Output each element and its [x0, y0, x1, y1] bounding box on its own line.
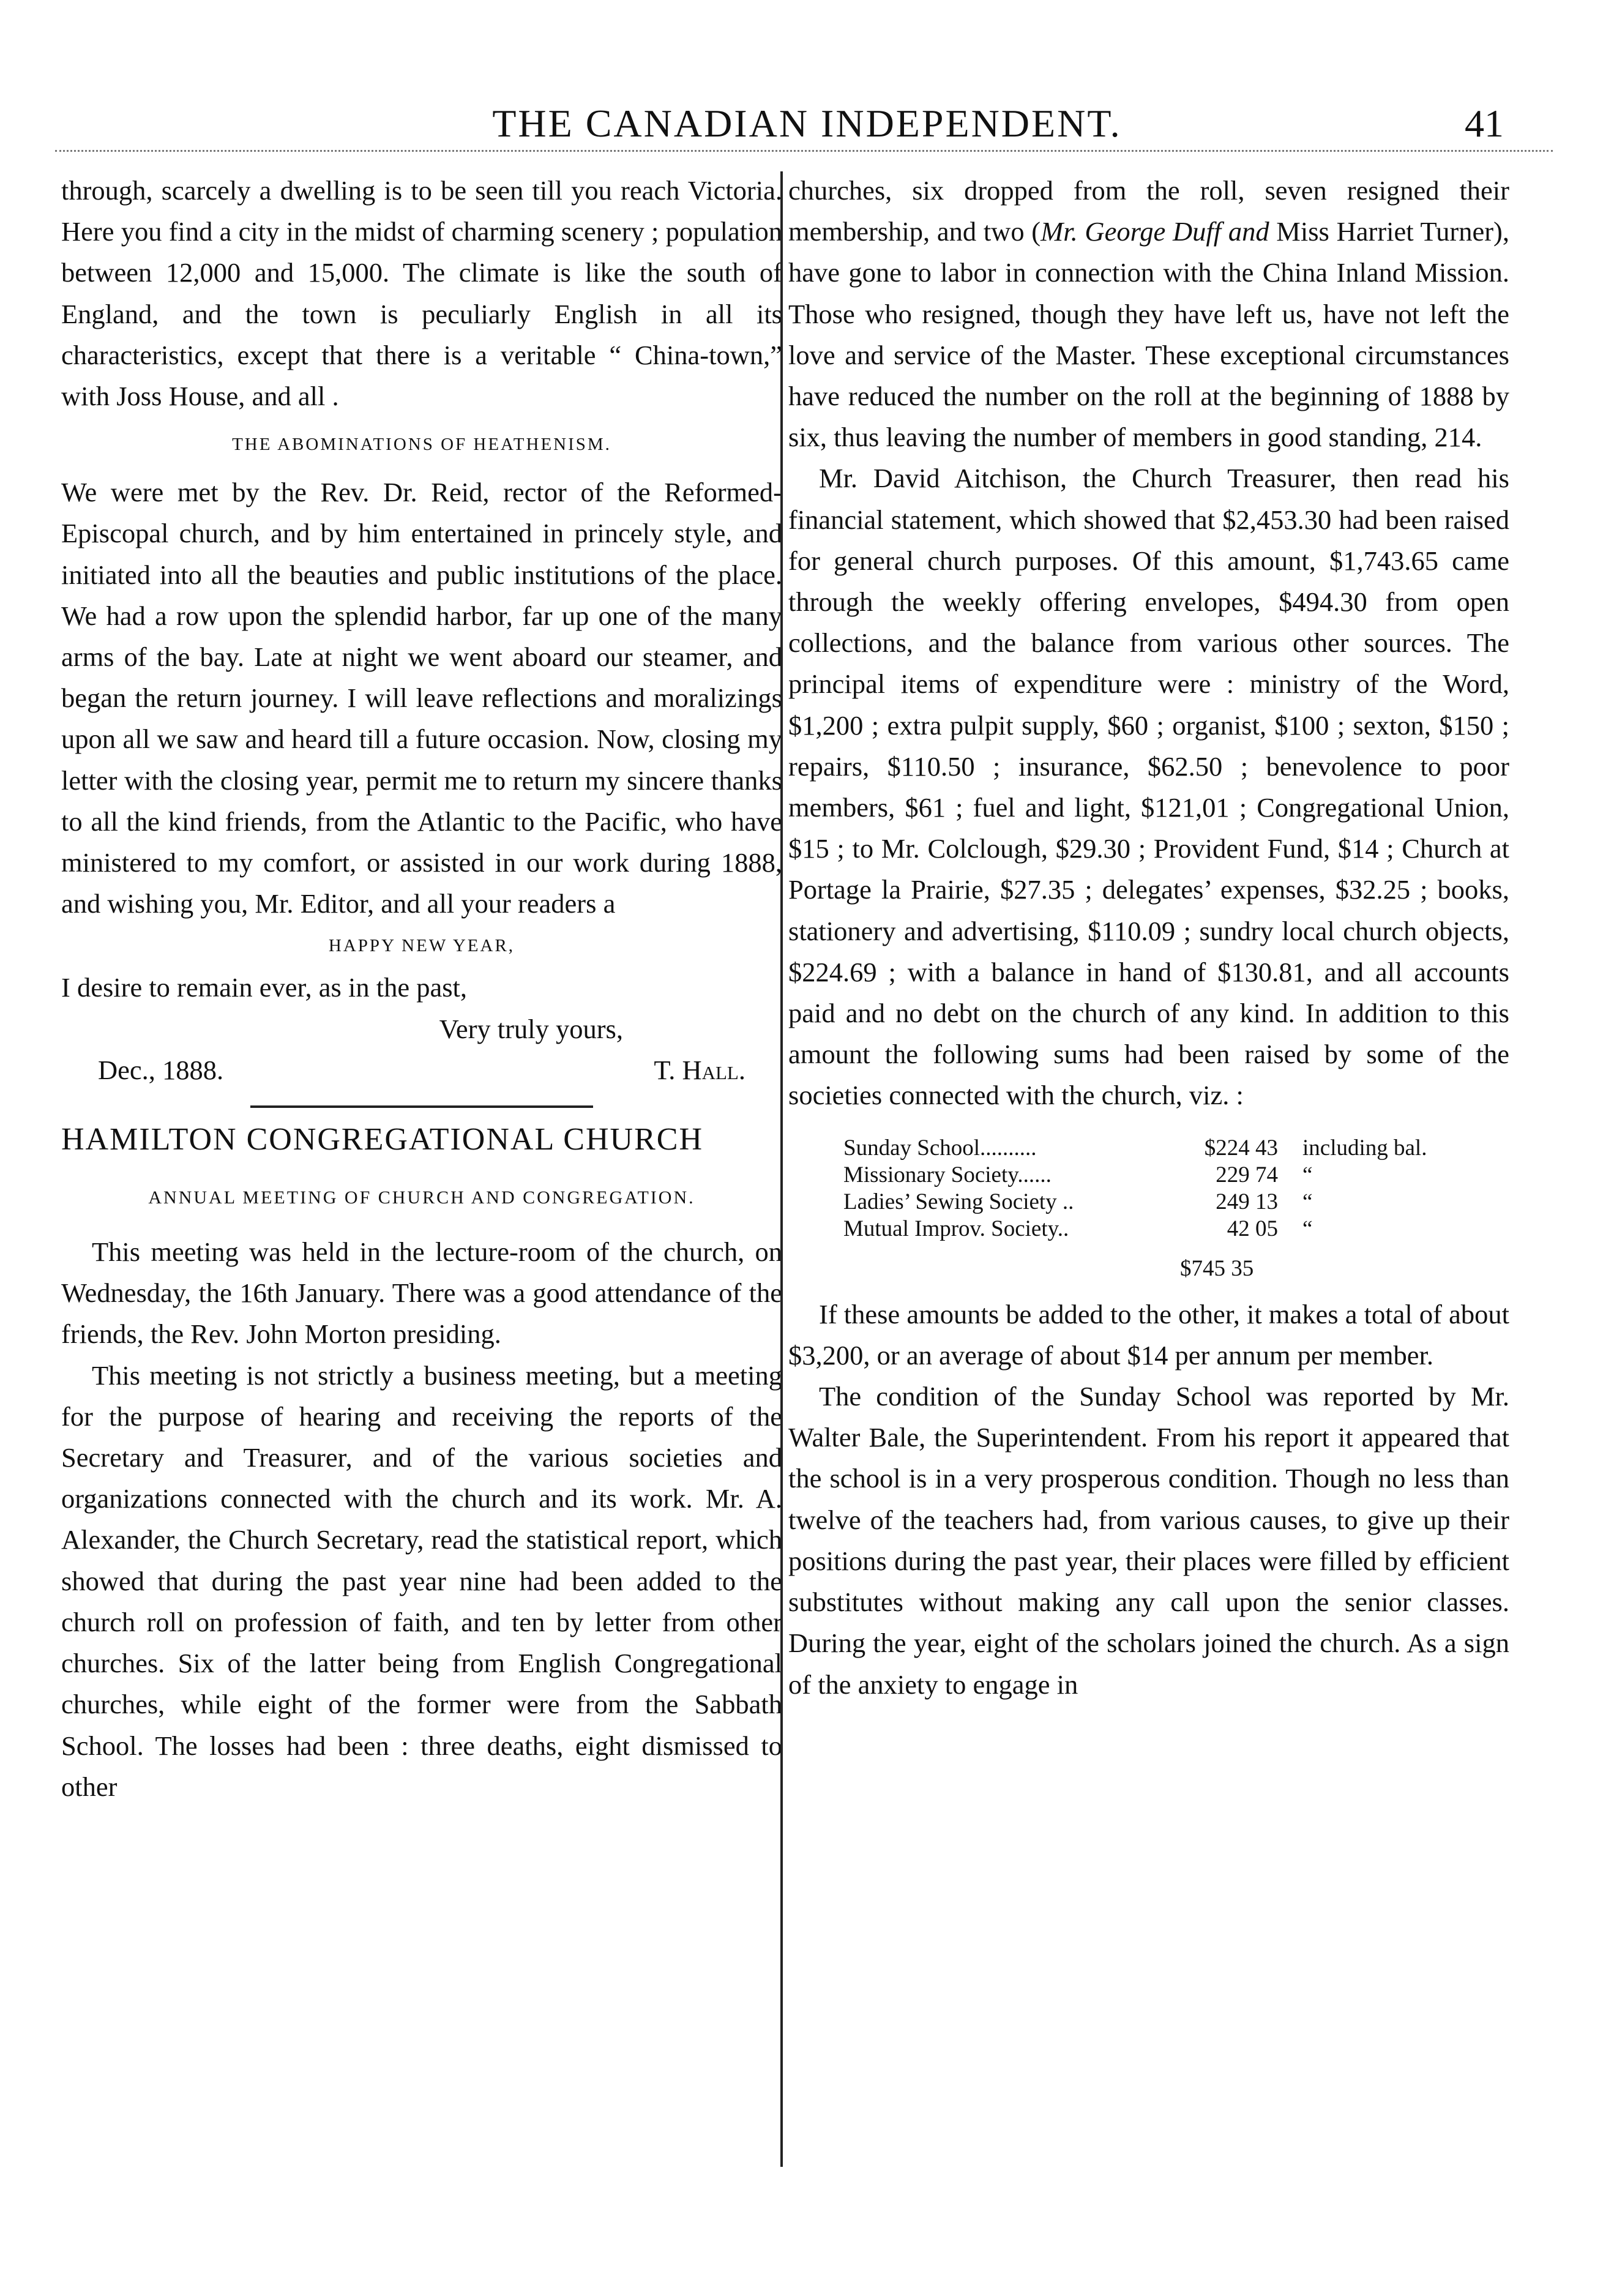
greeting-line: HAPPY NEW YEAR, [328, 936, 515, 956]
article-divider [250, 1105, 593, 1108]
society-name: Mutual Improv. Society.. [843, 1216, 1069, 1241]
table-row [843, 1135, 1509, 1162]
left-column [61, 170, 782, 2178]
publication-title: THE CANADIAN INDEPENDENT. [492, 102, 1122, 145]
closing-line: Very truly yours, [439, 1013, 623, 1044]
society-name: Ladies’ Sewing Society .. [843, 1189, 1074, 1214]
page-number: 41 [1465, 102, 1504, 145]
table-row [843, 1162, 1509, 1189]
header-rule [55, 150, 1553, 152]
membership-names: Mr. George Duff and [1041, 216, 1269, 247]
societies-table [843, 1135, 1509, 1243]
society-note: “ [1302, 1189, 1313, 1214]
society-note: “ [1302, 1216, 1313, 1241]
society-amount: 229 74 [1216, 1162, 1278, 1187]
society-note: including bal. [1302, 1135, 1427, 1161]
society-name: Sunday School.......... [843, 1135, 1037, 1161]
membership-paragraph [788, 170, 1509, 458]
society-note: “ [1302, 1162, 1313, 1187]
right-column [788, 170, 1509, 2178]
treasurer-paragraph: Mr. David Aitchison, the Church Treasurer, then read his financial statement, which showed that $2,453.30 had been raised for general church purposes. Of this amount, $1,743.65 came through the weekly offering envelopes, $494.30 from open collections, and the balance from various other sources. The principal items of expenditure were : ministry of the Word, $1,200 ; extra pulpit supply, $60 ; organist, $100 ; sexton, $150 ; repairs, $110.50 ; insurance, $62.50 ; benevolence to poor members, $61 ; fuel and light, $121,01 ; Congregational Union, $15 ; to Mr. Colclough, $29.30 ; Provident Fund, $14 ; Church at Portage la Prairie, $27.35 ; delegates’ expenses, $32.25 ; books, stationery and advertising, $110.09 ; sundry local church objects, $224.69 ; with a balance in hand of $130.81, and all accounts paid and no debt on the church of any kind. In addition to this amount the following sums had been raised by some of the societies connected with the church, viz. : [788, 463, 1509, 1111]
article-headline: HAMILTON CONGREGATIONAL CHURCH [61, 1122, 703, 1157]
membership-text-b: Miss Harriet Turner), have gone to labor in connection with the China Inland Mission. Those who resigned, though they have left us, have not left the love and service of the Master. These exceptional circumstances have reduced the number on the roll at the beginning of 1888 by six, thus leaving the number of members in good standing, 214. [788, 216, 1509, 453]
column-divider [780, 171, 783, 2167]
table-row [843, 1216, 1509, 1243]
reid-paragraph: We were met by the Rev. Dr. Reid, rector of the Reformed-Episcopal church, and by him entertained in princely style, and initiated into all the beauties and public institutions of the place. We had a row upon the splendid harbor, far up one of the many arms of the bay. Late at night we went aboard our steamer, and began the return journey. I will leave reflections and moralizings upon all we saw and heard till a future occasion. Now, closing my letter with the closing year, permit me to return my sincere thanks to all the kind friends, from the Atlantic to the Pacific, who have ministered to my comfort, or assisted in our work during 1888, and wishing you, Mr. Editor, and all your readers a [61, 477, 782, 919]
page-header [49, 101, 1565, 162]
society-amount: $224 43 [1204, 1135, 1278, 1161]
total-paragraph: If these amounts be added to the other, it makes a total of about $3,200, or an average of about $14 per annum per member. [788, 1298, 1509, 1370]
meeting-paragraph: This meeting was held in the lecture-room of the church, on Wednesday, the 16th January. There was a good attendance of the friends, the Rev. John Morton presiding. [61, 1236, 782, 1350]
societies-total: $745 35 [1180, 1255, 1254, 1281]
membership-text-a: churches, six dropped from the roll, seven resigned their membership, and two ( [788, 175, 1509, 247]
business-paragraph: This meeting is not strictly a business meeting, but a meeting for the purpose of hearing and receiving the reports of the Secretary and Treasurer, and of the various societies and organizations connected with the church and its work. Mr. A. Alexander, the Church Secretary, read the statistical report, which showed that during the past year nine had been added to the church roll on profession of faith, and ten by letter from other churches. Six of the latter being from English Congregational churches, while eight of the former were from the Sabbath School. The losses had been : three deaths, eight dismissed to other [61, 1359, 782, 1802]
section-subheading: THE ABOMINATIONS OF HEATHENISM. [232, 435, 611, 455]
letter-date: Dec., 1888. [98, 1054, 224, 1085]
society-name: Missionary Society...... [843, 1162, 1052, 1187]
society-amount: 249 13 [1216, 1189, 1278, 1214]
table-row [843, 1189, 1509, 1216]
article-subheading: ANNUAL MEETING OF CHURCH AND CONGREGATION. [148, 1187, 695, 1208]
society-amount: 42 05 [1227, 1216, 1278, 1241]
letter-signature: T. Hall. [654, 1054, 745, 1085]
travel-paragraph: through, scarcely a dwelling is to be seen till you reach Victoria. Here you find a city in the midst of charming scenery ; population between 12,000 and 15,000. The climate is like the south of England, and the town is peculiarly English in all its characteristics, except that there is a veritable “ China-town,” with Joss House, and all . [61, 175, 782, 412]
remain-line: I desire to remain ever, as in the past, [61, 972, 468, 1003]
sunday-school-paragraph: The condition of the Sunday School was reported by Mr. Walter Bale, the Superintendent. From his report it appeared that the school is in a very prosperous condition. Though no less than twelve of the teachers had, from various causes, to give up their positions during the past year, their places were filled by efficient substitutes without making any call upon the senior classes. During the year, eight of the scholars joined the church. As a sign of the anxiety to engage in [788, 1381, 1509, 1700]
signature-line [61, 1050, 782, 1091]
